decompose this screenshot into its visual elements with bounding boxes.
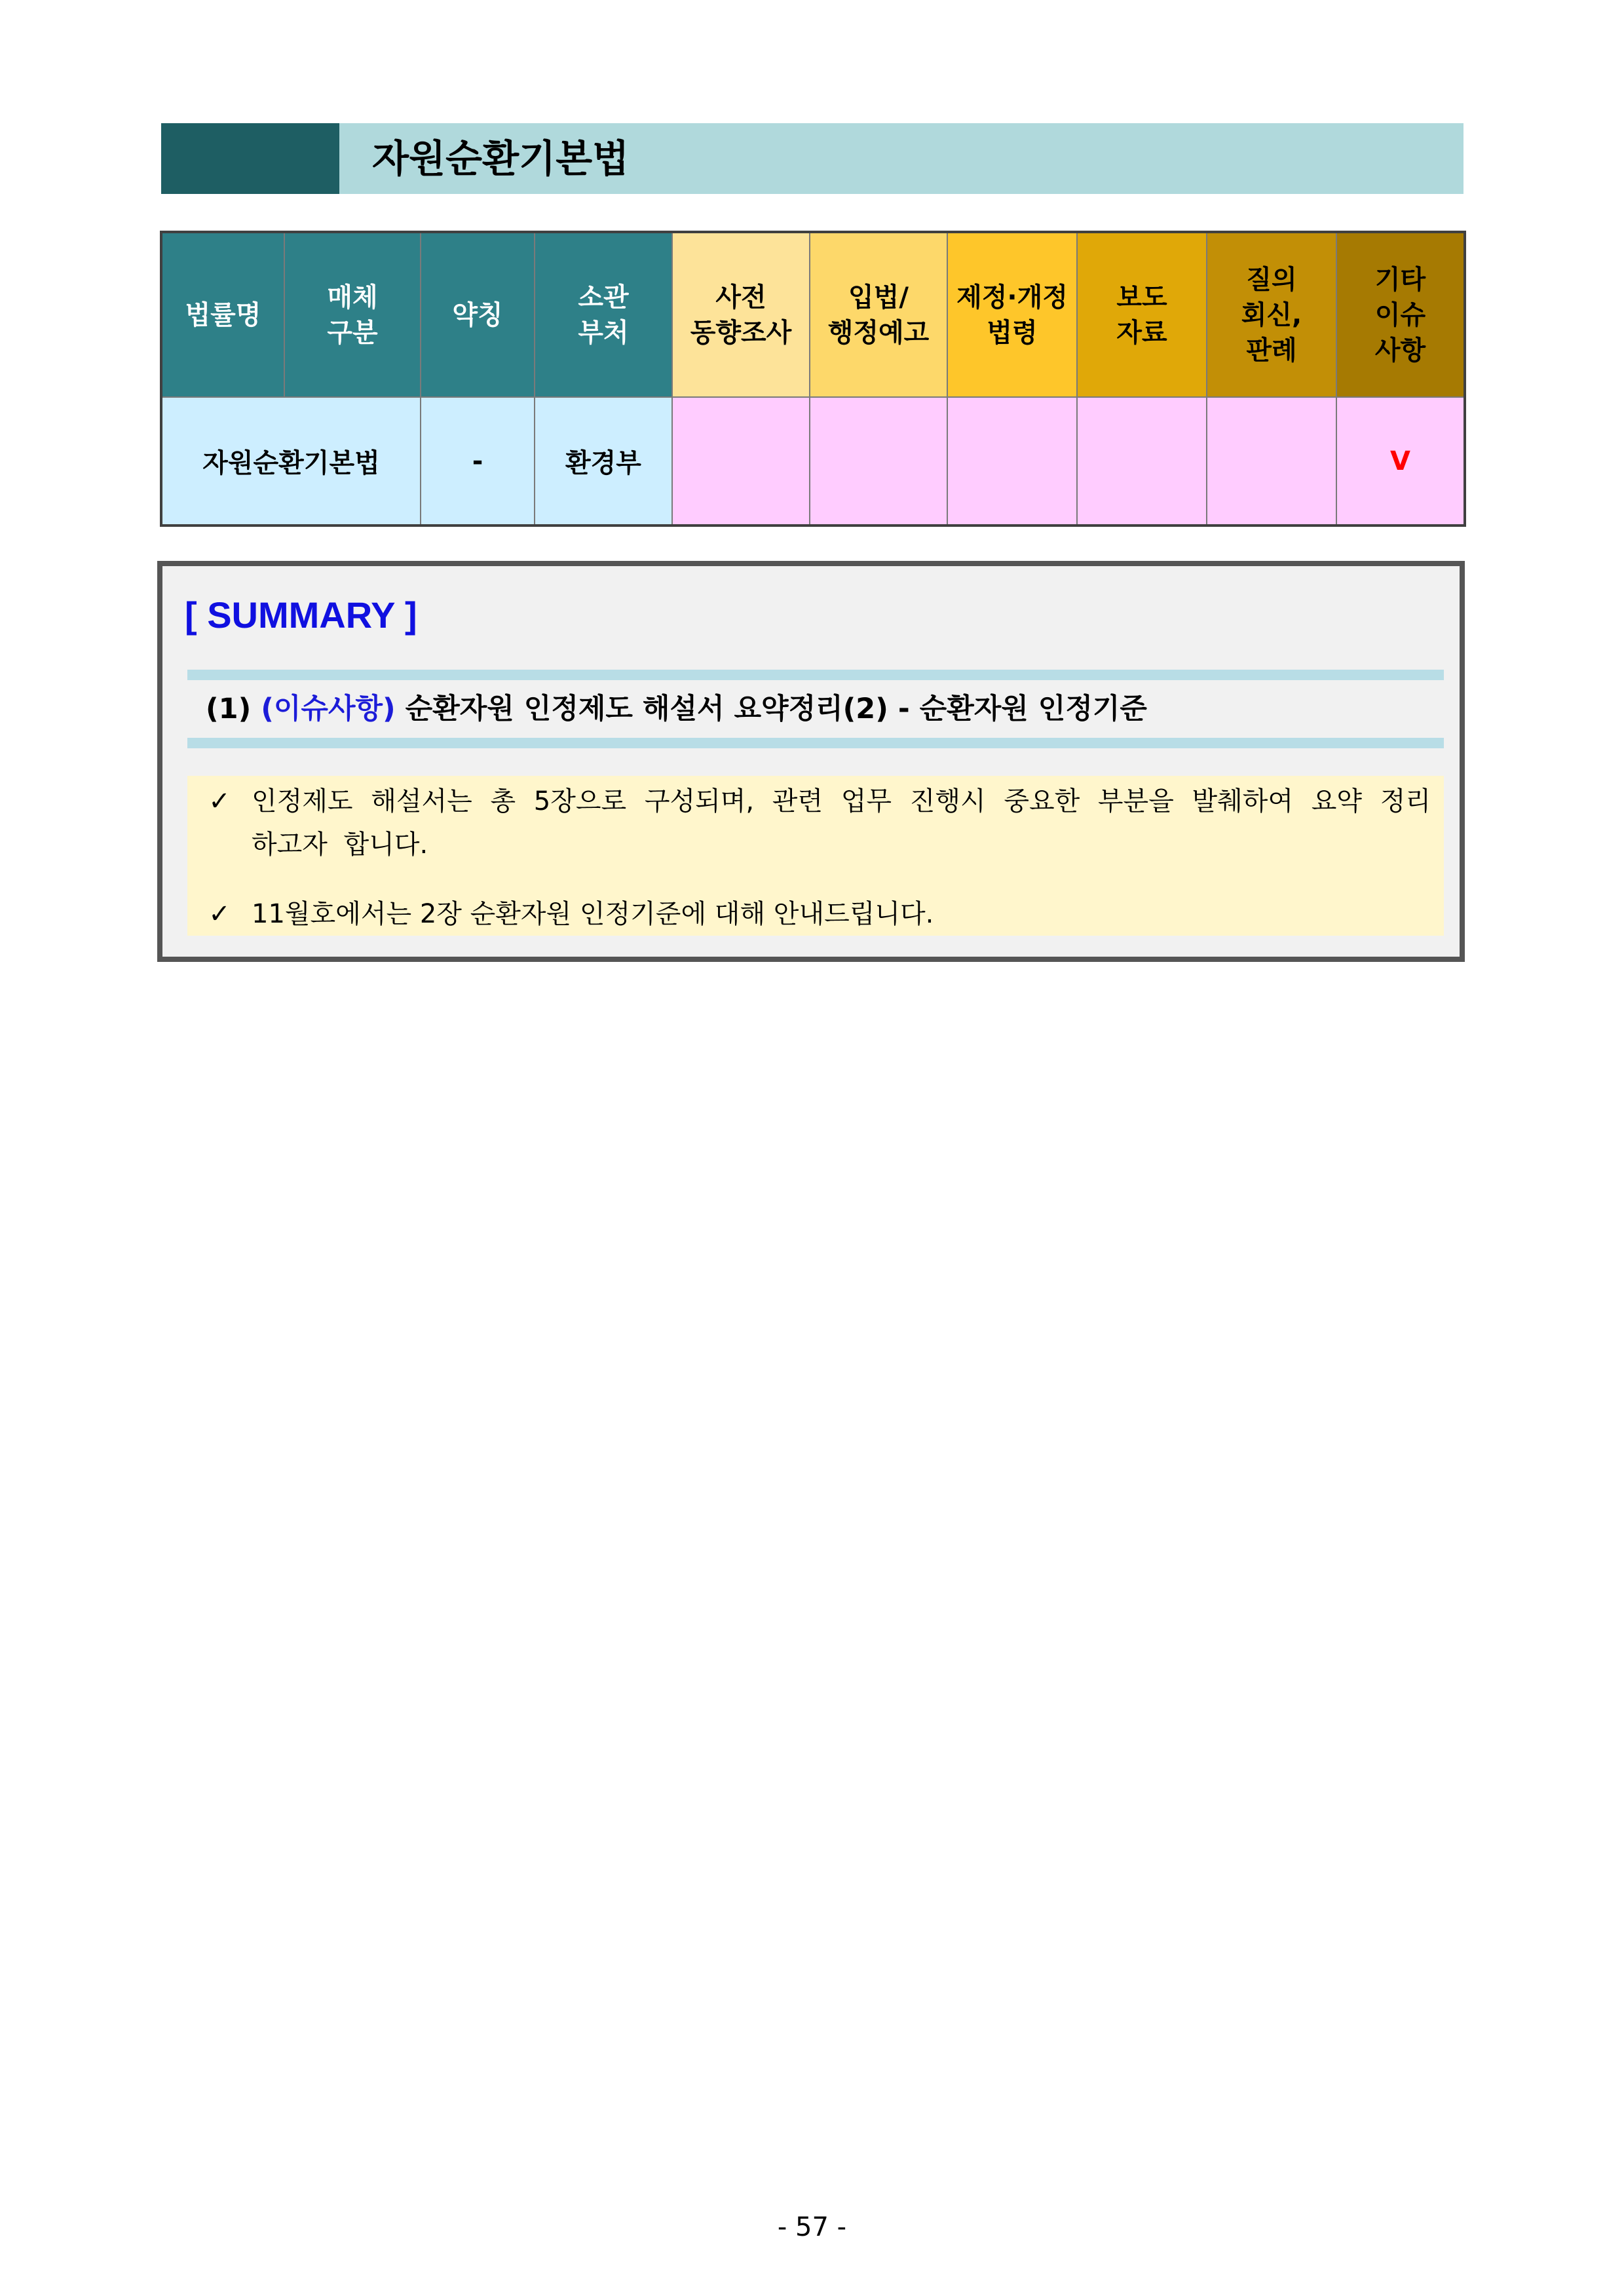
banner-accent-block bbox=[161, 123, 339, 194]
cell-inquiry-reply bbox=[1207, 397, 1336, 526]
header-ministry: 소관 부처 bbox=[535, 232, 672, 397]
cell-enactment-amendment bbox=[947, 397, 1077, 526]
bullet-text: 인정제도 해설서는 총 5장으로 구성되며, 관련 업무 진행시 중요한 부분을 발췌하여 요약 정리하고자 합니다. bbox=[252, 786, 1431, 860]
cell-other-issues: V bbox=[1336, 397, 1465, 526]
summary-number: (1) bbox=[206, 693, 252, 725]
check-icon: ✓ bbox=[208, 899, 231, 929]
bullet-text: 11월호에서는 2장 순환자원 인정기준에 대해 안내드립니다. bbox=[252, 899, 934, 929]
summary-bullet-list bbox=[187, 776, 1444, 936]
summary-heading: [ SUMMARY ] bbox=[185, 594, 417, 636]
header-preliminary-survey: 사전 동향조사 bbox=[672, 232, 810, 397]
summary-subject-line bbox=[206, 684, 1147, 734]
cell-abbreviation: - bbox=[421, 397, 535, 526]
cell-legislative-notice bbox=[810, 397, 947, 526]
summary-box bbox=[157, 561, 1465, 962]
list-item bbox=[187, 892, 1431, 936]
header-enactment-amendment: 제정·개정 법령 bbox=[947, 232, 1077, 397]
law-status-table bbox=[160, 231, 1466, 527]
cell-ministry: 환경부 bbox=[535, 397, 672, 526]
divider-bar bbox=[187, 670, 1444, 680]
page-number: - 57 - bbox=[777, 2212, 847, 2242]
title-banner bbox=[161, 123, 1463, 194]
summary-subject: 순환자원 인정제도 해설서 요약정리(2) - 순환자원 인정기준 bbox=[405, 693, 1147, 725]
cell-press-release bbox=[1077, 397, 1207, 526]
issue-tag: (이슈사항) bbox=[261, 693, 396, 725]
header-law-name: 법률명 bbox=[161, 232, 284, 397]
table-header-row bbox=[161, 232, 1465, 397]
cell-preliminary-survey bbox=[672, 397, 810, 526]
list-item bbox=[187, 780, 1431, 866]
page-title: 자원순환기본법 bbox=[372, 136, 630, 181]
cell-law-name: 자원순환기본법 bbox=[161, 397, 421, 526]
header-press-release: 보도 자료 bbox=[1077, 232, 1207, 397]
divider-bar bbox=[187, 738, 1444, 748]
header-legislative-notice: 입법/ 행정예고 bbox=[810, 232, 947, 397]
header-other-issues: 기타 이슈 사항 bbox=[1336, 232, 1465, 397]
header-abbreviation: 약칭 bbox=[421, 232, 535, 397]
header-inquiry-reply: 질의 회신, 판례 bbox=[1207, 232, 1336, 397]
table-row bbox=[161, 397, 1465, 526]
check-icon: ✓ bbox=[208, 786, 231, 816]
header-media-type: 매체 구분 bbox=[284, 232, 421, 397]
